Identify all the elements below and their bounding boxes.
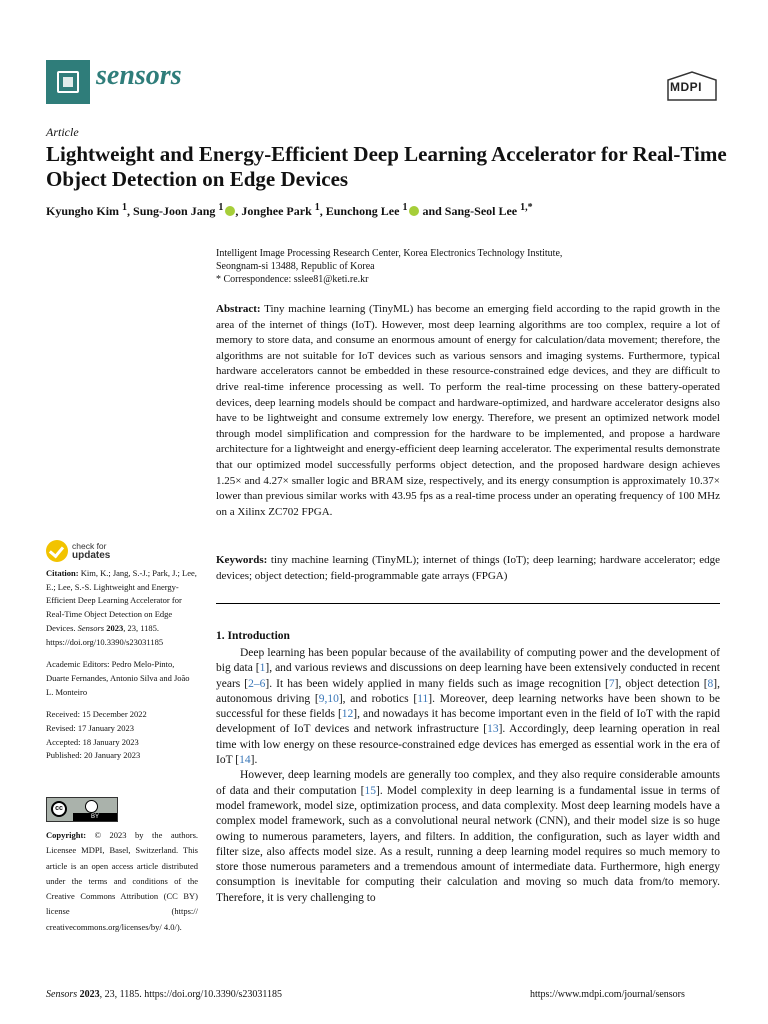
affiliation: [216, 247, 736, 286]
section-heading: 1. Introduction: [216, 630, 290, 642]
journal-logo-icon: [46, 60, 90, 104]
abstract-label: Abstract:: [216, 303, 261, 315]
introduction-body: [216, 646, 720, 906]
citation: [46, 567, 198, 649]
reference-link[interactable]: 12: [341, 708, 354, 721]
reference-link[interactable]: 15: [364, 784, 377, 797]
paragraph-1: Deep learning has been popular because of the availability of computing power and the development of big data [1], and various reviews and discussions on deep learning have been extensively conducted in recent years [2–6]. It has been widely applied in many fields such as image recognition [7], object detection [8], autonomous driving [9,10], and robotics [11]. Moreover, deep learning networks have been shown to be successful for these fields [12], and nowadays it has become important even in the field of IoT with the rapid development of IoT devices and network infrastructure [13]. Accordingly, deep learning operation in real time with low energy on these resource-constrained edge devices has emerged as essential work in the era of IoT [14].: [216, 647, 721, 767]
orcid-icon[interactable]: [225, 206, 235, 216]
footer-year: 2023: [79, 989, 100, 1000]
check-for-updates-button[interactable]: [46, 540, 166, 566]
publisher-name: MDPI: [670, 80, 702, 94]
author-name: Eunchong Lee: [325, 204, 400, 218]
keywords-text: tiny machine learning (TinyML); internet of things (IoT); deep learning; hardware accelerator; edge devices; object detection; field-programmable gate arrays (FPGA): [216, 554, 720, 582]
reference-link[interactable]: 7: [608, 677, 615, 690]
check-updates-line2: updates: [72, 550, 111, 561]
published-date: Published: 20 January 2023: [46, 750, 141, 761]
reference-link[interactable]: 14: [239, 754, 251, 767]
citation-label: Citation:: [46, 568, 79, 578]
keywords: [216, 553, 720, 584]
copyright-notice: [46, 828, 198, 935]
paper-title: Lightweight and Energy-Efficient Deep Learning Accelerator for Real-Time Object Detection on Edge Devices: [46, 142, 727, 191]
citation-doi[interactable]: , 23, 1185. https://doi.org/10.3390/s23031185: [46, 622, 164, 647]
sidebar-info: [46, 567, 198, 763]
author-name: Jonghee Park: [241, 204, 312, 218]
author-affiliation-sup: 1: [122, 202, 128, 213]
publisher-logo: [664, 70, 720, 102]
check-updates-icon: [46, 540, 68, 562]
abstract-text: Tiny machine learning (TinyML) has become an emerging field according to the rapid growth in the area of the internet of things (IoT). However, most deep learning algorithms are too complex, require a lot of memory to store data, and consume an enormous amount of energy for calculation/data movement; therefore, the algorithms are not suitable for IoT devices such as various sensors and imaging systems. Furthermore, typical hardware accelerators cannot be embedded in these resource-constrained edge devices, and they are difficult to drive real-time inference processing as well. To perform the real-time processing on these battery-operated devices, deep learning models should be compact and hardware-optimized, and hardware accelerator designs also have to be lightweight and consume extremely low energy. Therefore, we present an optimized network model through model simplification and compression for the hardware to be implemented, and propose a hardware architecture for a lightweight and energy-efficient deep learning accelerator. The experimental results demonstrate that our optimized model successfully performs object detection, and the proposed hardware design achieves 1.25× and 4.27× smaller logic and BRAM size, respectively, and its energy consumption is approximately 10.37× lower than previous similar works with 43.95 fps as a real-time process under an operating frequency of 100 MHz on a Xilinx ZC702 FPGA.: [216, 303, 720, 518]
abstract: [216, 302, 720, 520]
copyright-label: Copyright:: [46, 830, 87, 840]
check-updates-line1: check for: [72, 541, 107, 551]
revised-date: Revised: 17 January 2023: [46, 723, 135, 734]
footer-doi[interactable]: , 23, 1185. https://doi.org/10.3390/s23031185: [99, 989, 283, 1000]
correspondence: * Correspondence: sslee81@keti.re.kr: [216, 274, 369, 285]
footer-citation: [46, 989, 282, 1000]
reference-link[interactable]: 2–6: [248, 677, 266, 690]
attribution-icon: [85, 800, 98, 813]
by-label: BY: [73, 813, 117, 821]
citation-text: Kim, K.; Jang, S.-J.; Park, J.; Lee, E.; Lee, S.-S. Lightweight and Energy-Efficient Deep Learning Accelerator for Real-Time Object Detection on Edge Devices.: [46, 568, 197, 633]
cc-by-license-badge[interactable]: [46, 797, 118, 822]
citation-year: 2023: [106, 622, 124, 633]
author-name: Kyungho Kim: [46, 204, 120, 218]
author-affiliation-sup: 1: [218, 202, 224, 213]
author-affiliation-sup: 1: [402, 202, 408, 213]
orcid-icon[interactable]: [409, 206, 419, 216]
paragraph-2: However, deep learning models are generally too complex, and they also require considerable amounts of data and their computation [15]. Model complexity in deep learning is a fundamental issue in terms of model framework, model size, optimization process, and data complexity. Most deep learning models have a complex model framework, such as a convolutional neural network (CNN), and their model size is so huge owing to numerous parameters, layers, and filters. In addition, the configuration, such as layer width and filter size, also affects model size. As a result, running a deep learning model requires so much memory to store those numerous parameters and a tremendous amount of intermediate data. Furthermore, high energy consumption is inevitable for computing their calculation and moving so much data from/to memory. Therefore, it is very challenging to: [216, 769, 720, 904]
reference-link[interactable]: 8: [707, 677, 714, 690]
cc-icon: cc: [51, 801, 67, 817]
reference-link[interactable]: 1: [259, 662, 266, 675]
academic-editors: Academic Editors: Pedro Melo-Pinto, Duarte Fernandes, Antonio Silva and João L. Monteiro: [46, 659, 190, 697]
author-name: Sang-Seol Lee: [444, 204, 518, 218]
article-type: Article: [46, 125, 79, 139]
author-affiliation-sup: 1: [314, 202, 320, 213]
section-divider: [216, 603, 720, 604]
keywords-label: Keywords:: [216, 554, 268, 566]
footer-url[interactable]: https://www.mdpi.com/journal/sensors: [530, 989, 685, 1000]
affiliation-line-2: Seongnam-si 13488, Republic of Korea: [216, 261, 375, 272]
reference-link[interactable]: 9,10: [318, 692, 339, 705]
footer-journal: Sensors: [46, 989, 78, 1000]
journal-name: sensors: [96, 60, 182, 91]
author-name: Sung-Joon Jang: [133, 204, 216, 218]
received-date: Received: 15 December 2022: [46, 709, 147, 720]
accepted-date: Accepted: 18 January 2023: [46, 736, 139, 747]
author-list: Kyungho Kim $^1$, Sung-Joon Jang $^1$ , Jonghee Park $^1$, Eunchong Lee $^1$ and Sang-Seol Lee $^{1,*}$: [46, 202, 533, 218]
reference-link[interactable]: 11: [417, 692, 429, 705]
citation-journal: Sensors: [77, 622, 105, 633]
reference-link[interactable]: 13: [487, 723, 499, 736]
affiliation-line-1: Intelligent Image Processing Research Center, Korea Electronics Technology Institute,: [216, 248, 563, 259]
author-affiliation-sup: 1,*: [520, 202, 533, 213]
copyright-text: © 2023 by the authors. Licensee MDPI, Basel, Switzerland. This article is an open access article distributed under the terms and conditions of the Creative Commons Attribution (CC BY) license (https:// creativecommons.org/licenses/by/ 4.0/).: [46, 830, 199, 932]
